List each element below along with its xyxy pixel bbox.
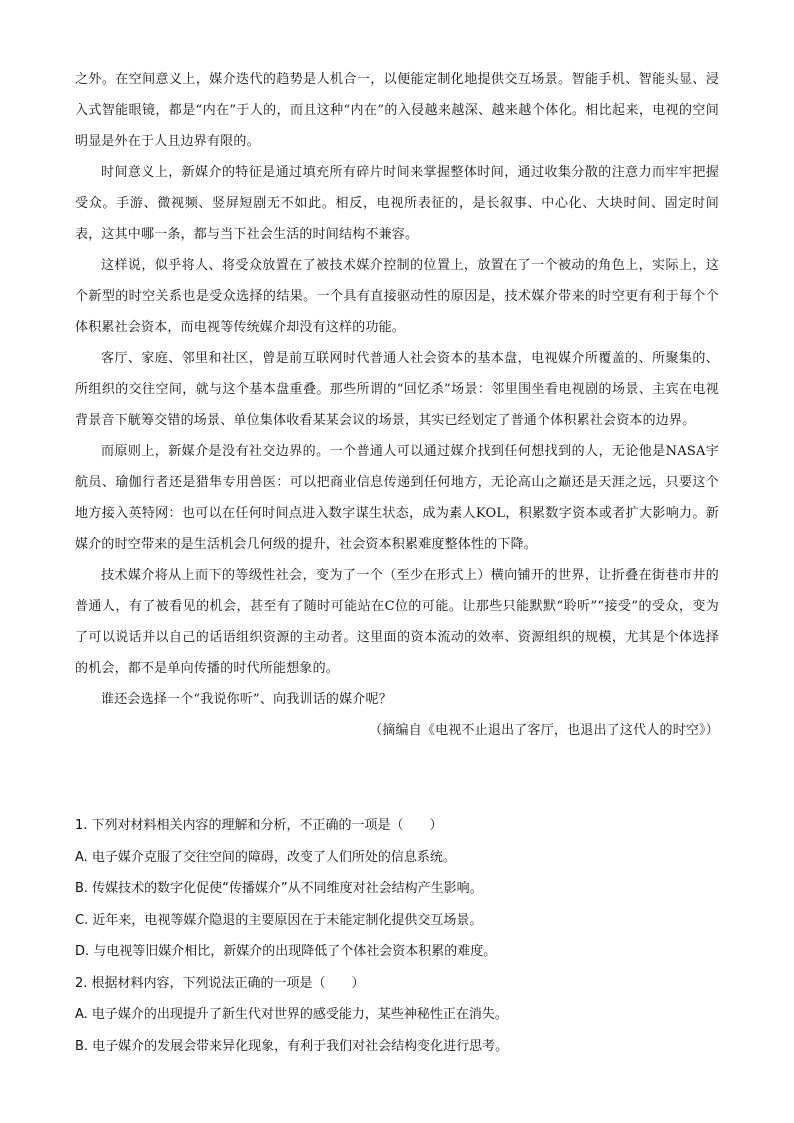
question-1-option-a: A. 电子媒介克服了交往空间的障碍，改变了人们所处的信息系统。: [75, 849, 456, 865]
question-2-option-b: B. 电子媒介的发展会带来异化现象，有利于我们对社会结构变化进行思考。: [75, 1038, 509, 1054]
questions-section: [75, 810, 735, 1062]
article-body: [75, 64, 719, 746]
question-1-option-d: D. 与电视等旧媒介相比，新媒介的出现降低了个体社会资本积累的难度。: [75, 944, 497, 959]
question-1-option-b: B. 传媒技术的数字化促使“传播媒介”从不同维度对社会结构产生影响。: [75, 881, 483, 896]
paragraph-social-capital: 客厅、家庭、邻里和社区，曾是前互联网时代普通人社会资本的基本盘，电视媒介所覆盖的、所聚集的、所组织的交往空间，就与这个基本盘重叠。那些所谓的“回忆杀”场景：邻里围坐看电视剧的场景、主宾在电视背景音下觥筹交错的场景、单位集体收看某某会议的场景，其实已经划定了普通个体积累社会资本的边界。: [75, 351, 719, 428]
question-2-option-a: A. 电子媒介的出现提升了新生代对世界的感受能力，某些神秘性正在消失。: [75, 1007, 508, 1022]
paragraph-no-boundary: 而原则上，新媒介是没有社交边界的。一个普通人可以通过媒介找到任何想找到的人，无论他是NASA宇航员、瑜伽行者还是猎隼专用兽医：可以把商业信息传递到任何地方，无论高山之巅还是天涯之远，只要这个地方接入英特网：也可以在任何时间点进入数字谋生状态，成为素人KOL，积累数字资本或者扩大影响力。新媒介的时空带来的是生活机会几何级的提升，社会资本积累难度整体性的下降。: [75, 444, 719, 552]
question-1-option-c: C. 近年来，电视等媒介隐退的主要原因在于未能定制化提供交互场景。: [75, 912, 483, 928]
paragraph-horizontal-world: 技术媒介将从上而下的等级性社会，变为了一个（至少在形式上）横向铺开的世界，让折叠在街巷市井的普通人，有了被看见的机会，甚至有了随时可能站在C位的可能。让那些只能默默“聆听”“接受”的受众，变为了可以说话并以自己的话语组织资源的主动者。这里面的资本流动的效率、资源组织的规模，尤其是个体选择的机会，都不是单向传播的时代所能想象的。: [75, 568, 719, 676]
question-1-stem: 1. 下列对材料相关内容的理解和分析，不正确的一项是（ ）: [75, 818, 443, 833]
paragraph-time: 时间意义上，新媒介的特征是通过填充所有碎片时间来掌握整体时间，通过收集分散的注意力而牢牢把握受众。手游、微视频、竖屏短剧无不如此。相反，电视所表征的，是长叙事、中心化、大块时间、固定时间表，这其中哪一条，都与当下社会生活的时间结构不兼容。: [75, 165, 719, 242]
paragraph-question: 谁还会选择一个“我说你听”、向我训话的媒介呢？: [101, 692, 392, 707]
article-source: （摘编自《电视不止退出了客厅，也退出了这代人的时空》）: [369, 723, 719, 738]
question-2-stem: 2. 根据材料内容，下列说法正确的一项是（ ）: [75, 975, 365, 991]
paragraph-audience-choice: 这样说，似乎将人、将受众放置在了被技术媒介控制的位置上，放置在了一个被动的角色上，实际上，这个新型的时空关系也是受众选择的结果。一个具有直接驱动性的原因是，技术媒介带来的时空更有利于每个个体积累社会资本，而电视等传统媒介却没有这样的功能。: [75, 258, 719, 335]
paragraph-space: 之外。在空间意义上，媒介迭代的趋势是人机合一，以便能定制化地提供交互场景。智能手机、智能头显、浸入式智能眼镜，都是“内在”于人的，而且这种“内在”的入侵越来越深、越来越个体化。相比起来，电视的空间明显是外在于人且边界有限的。: [75, 72, 719, 149]
